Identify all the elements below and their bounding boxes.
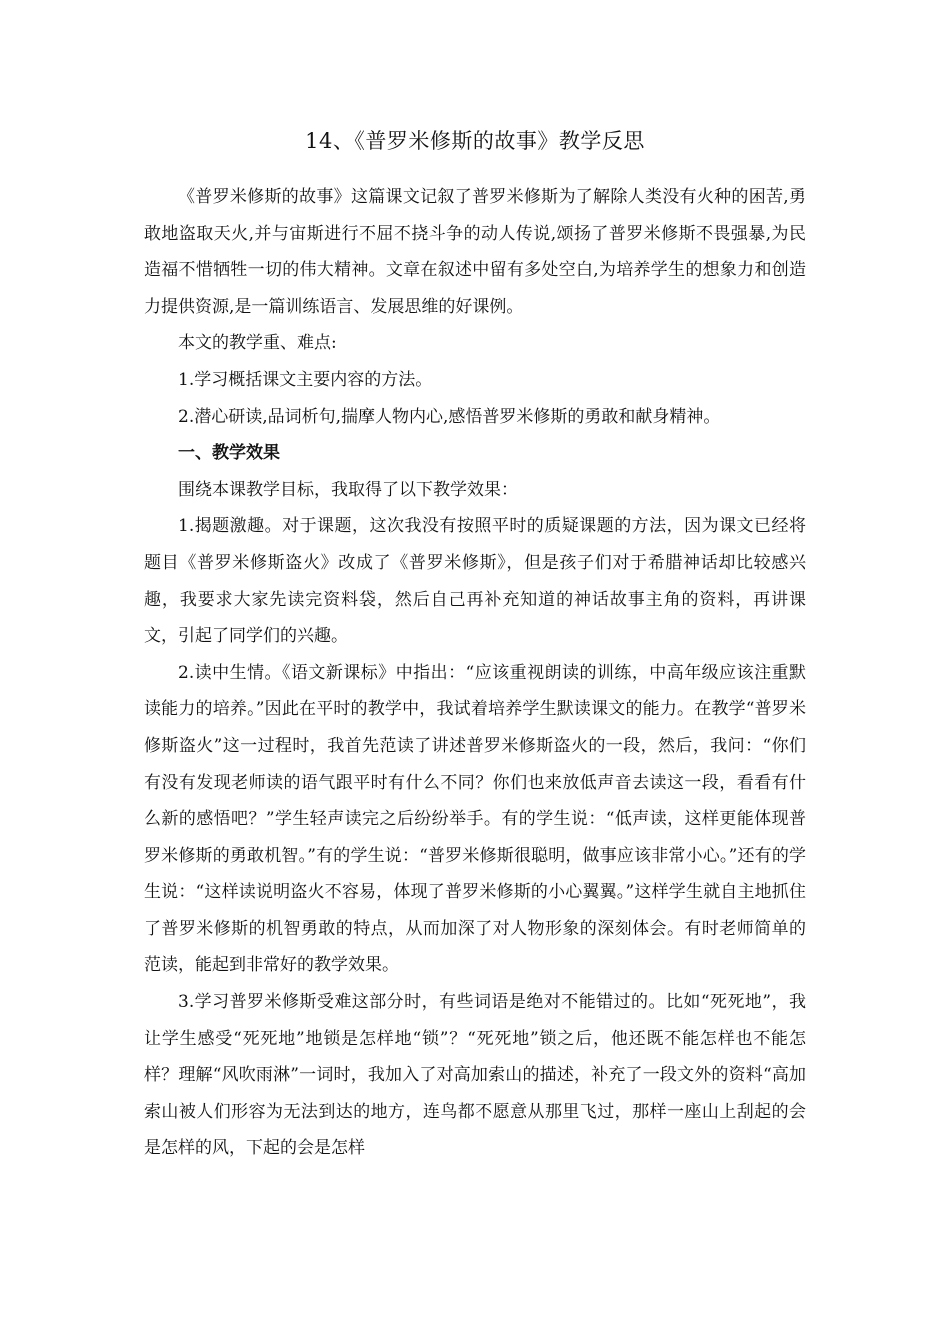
key-point-2: 2.潜心研读,品词析句,揣摩人物内心,感悟普罗米修斯的勇敢和献身精神。 (178, 406, 721, 427)
document-title: 14、《普罗米修斯的故事》教学反思 (305, 129, 645, 153)
document-body (144, 124, 806, 1167)
effect-item-1: 1.揭题激趣。对于课题，这次我没有按照平时的质疑课题的方法，因为课文已经将题目《普罗米修斯盗火》改成了《普罗米修斯》，但是孩子们对于希腊神话却比较感兴趣，我要求大家先读完资料袋，然后自己再补充知道的神话故事主角的资料，再讲课文，引起了同学们的兴趣。 (144, 516, 806, 647)
section-heading-teaching-effect: 一、教学效果 (178, 443, 280, 464)
key-points-label: 本文的教学重、难点: (178, 333, 337, 354)
intro-paragraph: 《普罗米修斯的故事》这篇课文记叙了普罗米修斯为了解除人类没有火种的困苦,勇敢地盗取天火,并与宙斯进行不屈不挠斗争的动人传说,颂扬了普罗米修斯不畏强暴,为民造福不惜牺牲一切的伟大精神。文章在叙述中留有多处空白,为培养学生的想象力和创造力提供资源,是一篇训练语言、发展思维的好课例。 (144, 187, 806, 317)
effect-item-3: 3.学习普罗米修斯受难这部分时，有些词语是绝对不能错过的。比如“死死地”，我让学生感受“死死地”地锁是怎样地“锁”？“死死地”锁之后，他还既不能怎样也不能怎样？理解“风吹雨淋”一词时，我加入了对高加索山的描述，补充了一段文外的资料“高加索山被人们形容为无法到达的地方，连鸟都不愿意从那里飞过，那样一座山上刮起的会是怎样的风，下起的会是怎样 (144, 992, 806, 1159)
effect-intro: 围绕本课教学目标，我取得了以下教学效果： (178, 479, 518, 500)
effect-item-2: 2.读中生情。《语文新课标》中指出：“应该重视朗读的训练，中高年级应该注重默读能力的培养。”因此在平时的教学中，我试着培养学生默读课文的能力。在教学“普罗米修斯盗火”这一过程时，我首先范读了讲述普罗米修斯盗火的一段，然后，我问：“你们有没有发现老师读的语气跟平时有什么不同？你们也来放低声音去读这一段，看看有什么新的感悟吧？”学生轻声读完之后纷纷举手。有的学生说：“低声读，这样更能体现普罗米修斯的勇敢机智。”有的学生说：“普罗米修斯很聪明，做事应该非常小心。”还有的学生说：“这样读说明盗火不容易，体现了普罗米修斯的小心翼翼。”这样学生就自主地抓住了普罗米修斯的机智勇敢的特点，从而加深了对人物形象的深刻体会。有时老师简单的范读，能起到非常好的教学效果。 (144, 662, 806, 976)
key-point-1: 1.学习概括课文主要内容的方法。 (178, 369, 433, 390)
